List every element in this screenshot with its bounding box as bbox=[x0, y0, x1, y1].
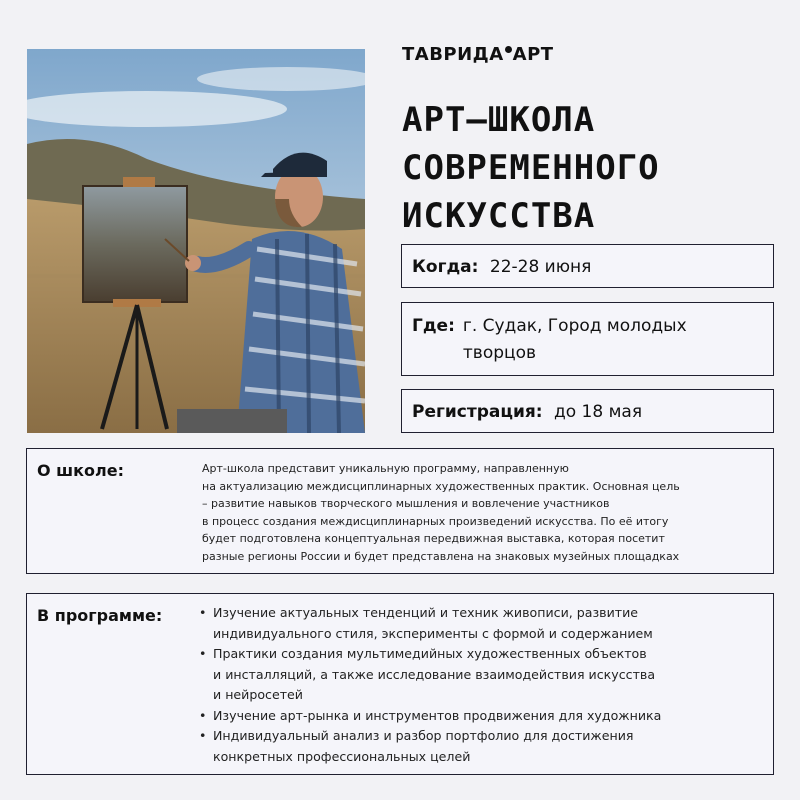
where-value bbox=[463, 313, 687, 367]
hero-photo bbox=[27, 49, 365, 433]
about-label: О школе: bbox=[37, 461, 124, 480]
registration-box bbox=[401, 389, 774, 433]
brand-logo bbox=[402, 44, 554, 65]
program-item-line: и нейросетей bbox=[213, 687, 303, 702]
about-line: – развитие навыков творческого мышления и вовлечение участников bbox=[202, 497, 610, 511]
about-line: в процесс создания междисциплинарных произведений искусства. По её итогу bbox=[202, 514, 669, 528]
program-item-line: и инсталляций, а также исследование взаимодействия искусства bbox=[213, 666, 656, 682]
program-item bbox=[199, 603, 769, 644]
program-item-line: индивидуального стиля, эксперименты с формой и содержанием bbox=[213, 625, 653, 641]
about-line: будет подготовлена концептуальная передвижная выставка, которая посетит bbox=[202, 532, 665, 546]
program-item bbox=[199, 644, 769, 706]
about-line: Арт-школа представит уникальную программу, направленную bbox=[202, 462, 569, 475]
about-text bbox=[202, 460, 772, 566]
program-item-line: конкретных профессиональных целей bbox=[213, 748, 471, 764]
brand-name-part2: АРТ bbox=[512, 44, 554, 65]
title-line: СОВРЕМЕННОГО bbox=[402, 148, 660, 188]
program-item-line: • Практики создания мультимедийных художественных объектов bbox=[213, 646, 647, 661]
brand-name-part1: ТАВРИДА bbox=[402, 44, 504, 65]
program-item bbox=[199, 726, 769, 767]
program-section bbox=[26, 593, 774, 775]
program-item bbox=[199, 706, 769, 727]
page-title bbox=[402, 96, 762, 240]
where-label: Где: bbox=[412, 316, 455, 336]
registration-label: Регистрация: bbox=[412, 402, 543, 422]
title-line: АРТ–ШКОЛА bbox=[402, 100, 596, 140]
when-box bbox=[401, 244, 774, 288]
program-list bbox=[199, 603, 769, 767]
about-line: на актуализацию междисциплинарных художественных практик. Основная цель bbox=[202, 479, 680, 493]
where-box bbox=[401, 302, 774, 376]
program-item-line: • Изучение актуальных тенденций и техник живописи, развитие bbox=[213, 605, 639, 620]
where-value-line2: творцов bbox=[462, 343, 536, 363]
about-line: разные регионы России и будет представлена на знаковых музейных площадках bbox=[202, 549, 680, 563]
where-value-line1: г. Судак, Город молодых bbox=[462, 316, 687, 336]
title-line: ИСКУССТВА bbox=[402, 196, 596, 236]
brand-dot-icon bbox=[505, 46, 512, 53]
program-item-line: • Изучение арт-рынка и инструментов продвижения для художника bbox=[213, 707, 662, 723]
when-label: Когда: bbox=[412, 257, 479, 277]
program-item-line: • Индивидуальный анализ и разбор портфолио для достижения bbox=[213, 728, 634, 743]
registration-value: до 18 мая bbox=[554, 402, 643, 422]
about-section bbox=[26, 448, 774, 574]
when-value: 22-28 июня bbox=[489, 257, 592, 277]
program-label: В программе: bbox=[37, 606, 163, 625]
